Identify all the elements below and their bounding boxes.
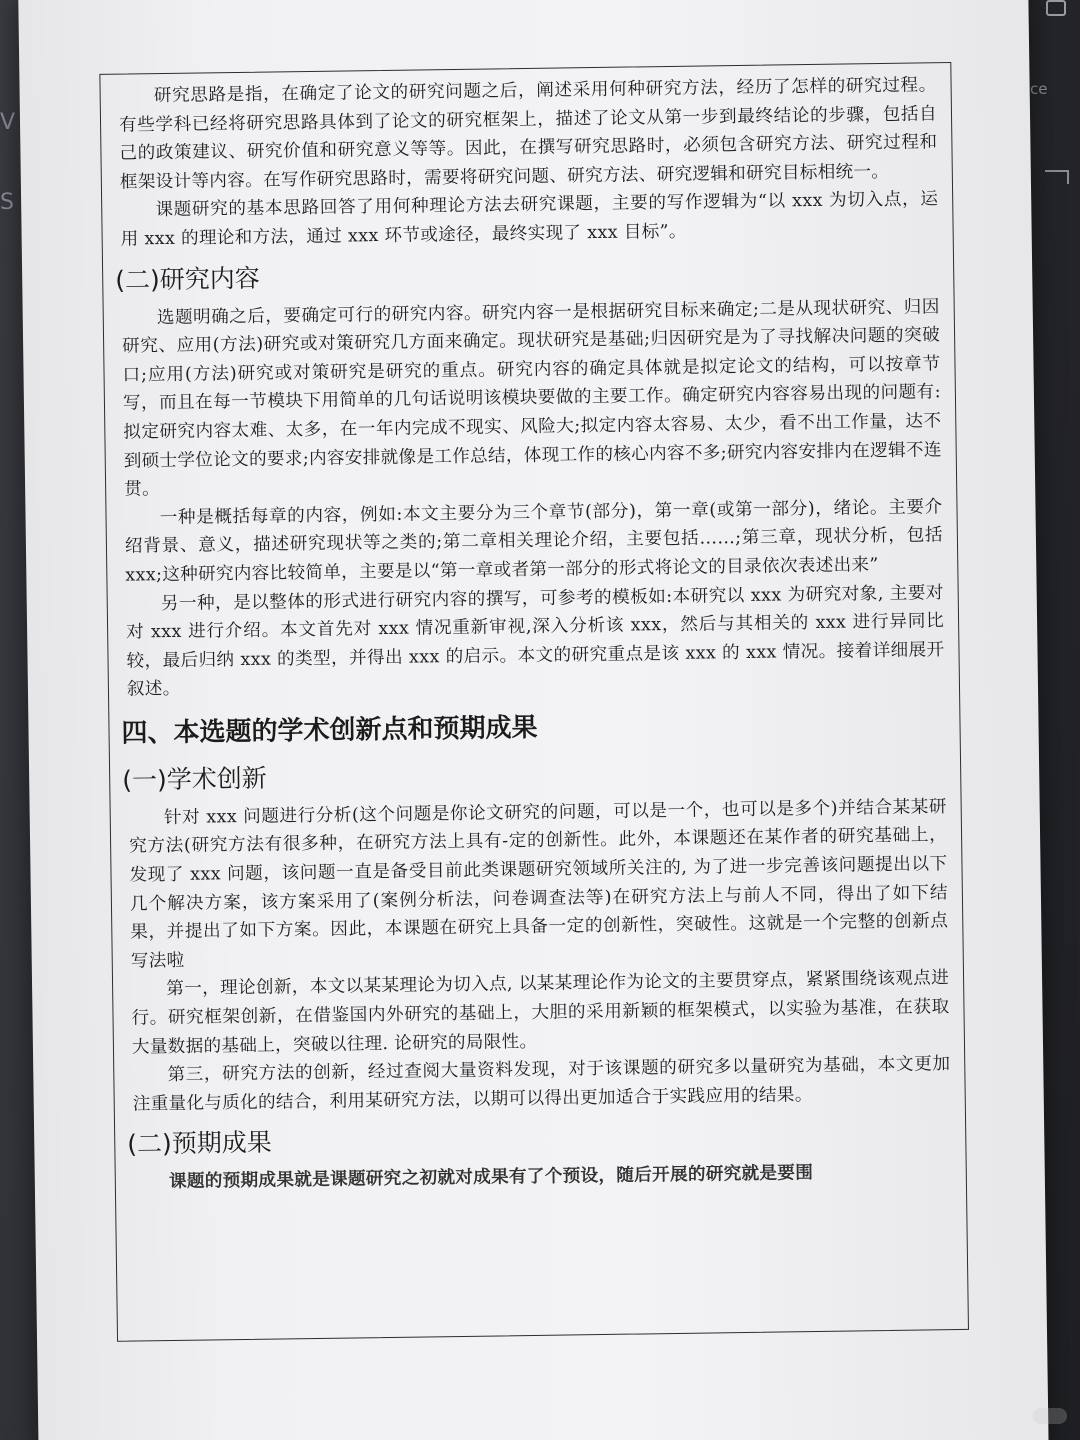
background-corner-mark — [1045, 170, 1069, 184]
intro-paragraph-1: 研究思路是指，在确定了论文的研究问题之后，阐述采用何种研究方法，经历了怎样的研究过程。有些学科已经将研究思路具体到了论文的研究框架上，描述了论文从第一步到最终结论的步骤，包括自己的政策建议、研究价值和研究意义等等。因此，在撰写研究思路时，必须包含研究方法、研究过程和框架设计等内容。在写作研究思路时，需要将研究问题、研究方法、研究逻辑和研究目标相统一。 — [118, 75, 938, 193]
heading-section-four: 四、本选题的学术创新点和预期成果 — [121, 712, 538, 749]
watermark-badge — [1033, 1408, 1067, 1424]
background-window-icon — [1046, 0, 1066, 16]
document-frame — [99, 62, 969, 1342]
background-text-left-1: V — [0, 110, 16, 135]
innovation-paragraph-2: 第一，理论创新，本文以某某理论为切入点, 以某某理论作为论文的主要贯穿点，紧紧围绕该观点进行。研究框架创新，在借鉴国内外研究的基础上，大胆的采用新颖的框架模式，以实验为基准，在获取大量数据的基础上，突破以往理. 论研究的局限性。 — [131, 968, 950, 1058]
intro-paragraph-2: 课题研究的基本思路回答了用何种理论方法去研究课题，主要的写作逻辑为“以 xxx 为切入点，运用 xxx 的理论和方法，通过 xxx 环节或途径，最终实现了 xxx 目标”。 — [120, 189, 939, 250]
background-text-right: ce — [1030, 80, 1048, 98]
background-text-left-2: S — [0, 190, 14, 215]
innovation-paragraph-3: 第三，研究方法的创新，经过查阅大量资料发现，对于该课题的研究多以量研究为基础，本文更加注重量化与质化的结合，利用某研究方法，以期可以得出更加适合于实践应用的结果。 — [132, 1054, 951, 1115]
outcomes-paragraph-1: 课题的预期成果就是课题研究之初就对成果有了个预设，随后开展的研究就是要围 — [168, 1162, 814, 1193]
paper-sheet — [18, 0, 1048, 1440]
heading-expected-outcomes: (二)预期成果 — [127, 1128, 273, 1160]
research-content-paragraph-3: 另一种，是以整体的形式进行研究内容的撰写，可参考的模板如:本研究以 xxx 为研究对象, 主要对对 xxx 进行介绍。本文首先对 xxx 情况重新审视,深入分析该 xxx，然后与其相关的 xxx 进行异同比较，最后归纳 xxx 的类型，并得出 xxx 的启示。本文的研究重点是该 xxx 的 xxx 情况。接着详细展开叙述。 — [126, 582, 945, 700]
innovation-paragraph-1: 针对 xxx 问题进行分析(这个问题是你论文研究的问题，可以是一个，也可以是多个)并结合某某研究方法(研究方法有很多种，在研究方法上具有-定的创新性。此外，本课题还在某作者的研究基础上，发现了 xxx 问题，该问题一直是备受目前此类课题研究领域所关注的, 为了进一步完善该问题提出以下几个解决方案，该方案采用了(案例分析法，问卷调查法等)在研究方法上与前人不同，得出了如下结果，并提出了如下方案。因此，本课题在研究上具备一定的创新性，突破性。这就是一个完整的创新点写法啦 — [129, 797, 949, 972]
research-content-paragraph-2: 一种是概括每章的内容，例如:本文主要分为三个章节(部分)，第一章(或第一部分)，绪论。主要介绍背景、意义，描述研究现状等之类的;第二章相关理论介绍，主要包括……;第三章，现状分析，包括 xxx;这种研究内容比较简单，主要是以“第一章或者第一部分的形式将论文的目录依次表述出来” — [124, 496, 944, 586]
heading-research-content: (二)研究内容 — [115, 263, 260, 295]
research-content-paragraph-1: 选题明确之后，要确定可行的研究内容。研究内容一是根据研究目标来确定;二是从现状研究、归因研究、应用(方法)研究或对策研究几方面来确定。现状研究是基础;归因研究是为了寻找解决问题的突破口;应用(方法)研究或对策研究是研究的重点。研究内容的确定具体就是拟定论文的结构，可以按章节写，而且在每一节模块下用简单的几句话说明该模块要做的主要工作。确定研究内容容易出现的问题有:拟定研究内容太难、太多，在一年内完成不现实、风险大;拟定内容太容易、太少，看不出工作量，达不到硕士学位论文的要求;内容安排就像是工作总结，体现工作的核心内容不多;研究内容安排内在逻辑不连贯。 — [122, 296, 942, 500]
heading-academic-innovation: (一)学术创新 — [122, 763, 267, 795]
